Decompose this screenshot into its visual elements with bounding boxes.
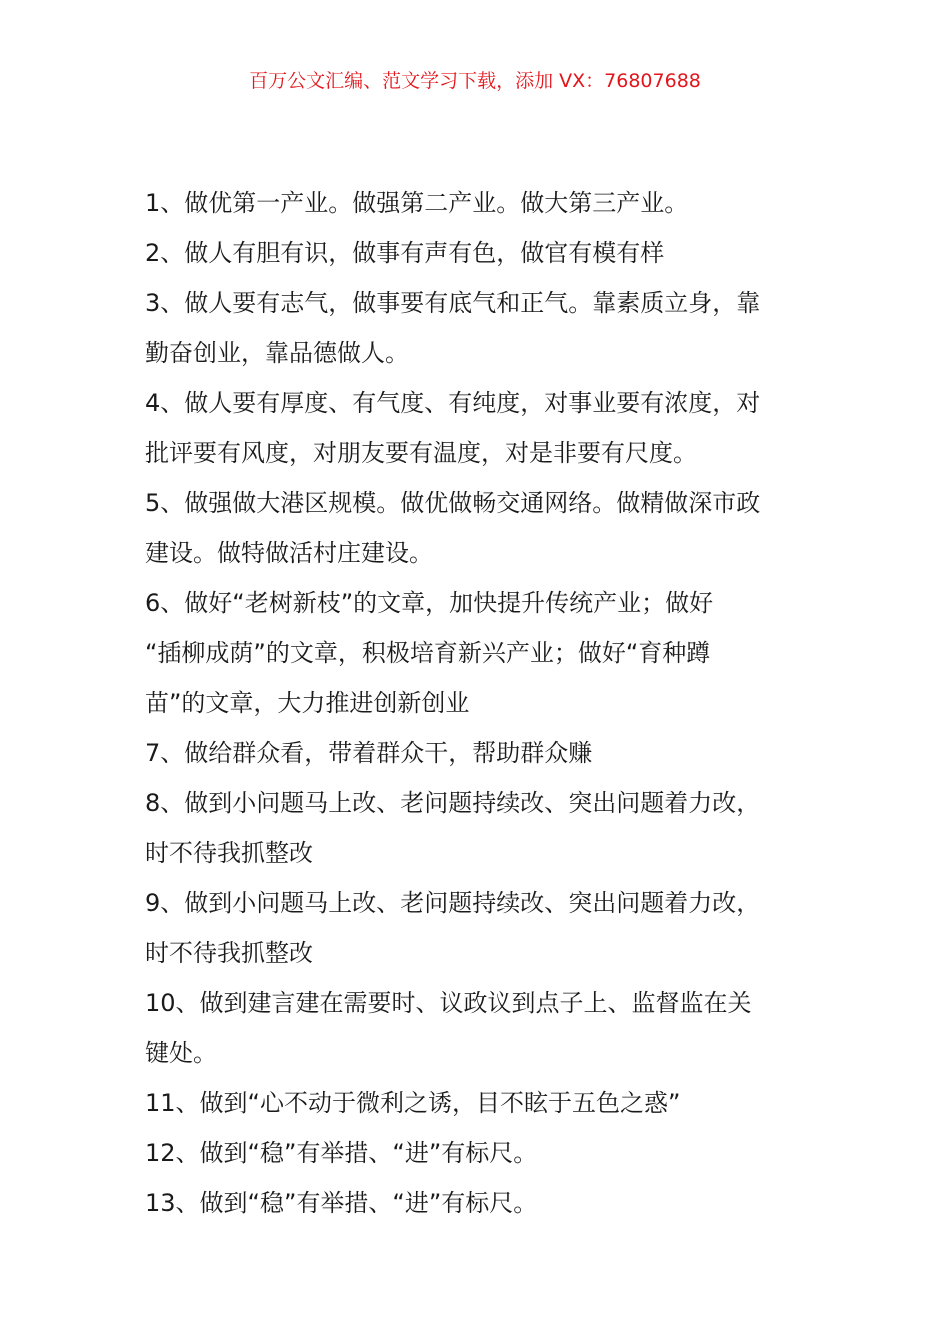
- list-item-13: [145, 1178, 813, 1228]
- list-item-9: [145, 878, 813, 978]
- list-item-1: [145, 178, 813, 228]
- list-item-5: [145, 478, 813, 578]
- list-item-line: 5、做强做大港区规模。做优做畅交通网络。做精做深市政: [145, 489, 761, 517]
- list-item-3: [145, 278, 813, 378]
- list-item-line: 8、做到小问题马上改、老问题持续改、突出问题着力改，: [145, 789, 761, 817]
- list-item-line: 时不待我抓整改: [145, 939, 313, 967]
- list-item-10: [145, 978, 813, 1078]
- list-item-line: 1、做优第一产业。做强第二产业。做大第三产业。: [145, 189, 689, 217]
- list-item-line: 10、做到建言建在需要时、议政议到点子上、监督监在关: [145, 989, 752, 1017]
- list-item-7: [145, 728, 813, 778]
- list-item-4: [145, 378, 813, 478]
- list-item-line: 4、做人要有厚度、有气度、有纯度，对事业要有浓度，对: [145, 389, 761, 417]
- list-item-line: 6、做好“老树新枝”的文章，加快提升传统产业；做好: [145, 589, 714, 617]
- list-item-6: [145, 578, 813, 728]
- list-item-line: 建设。做特做活村庄建设。: [145, 539, 433, 567]
- list-item-line: “插柳成荫”的文章，积极培育新兴产业；做好“育种蹲: [145, 639, 711, 667]
- list-item-line: 12、做到“稳”有举措、“进”有标尺。: [145, 1139, 538, 1167]
- document-body: [145, 178, 813, 1228]
- list-item-line: 9、做到小问题马上改、老问题持续改、突出问题着力改，: [145, 889, 761, 917]
- list-item-line: 苗”的文章，大力推进创新创业: [145, 689, 470, 717]
- list-item-line: 13、做到“稳”有举措、“进”有标尺。: [145, 1189, 538, 1217]
- list-item-line: 3、做人要有志气，做事要有底气和正气。靠素质立身，靠: [145, 289, 761, 317]
- list-item-11: [145, 1078, 813, 1128]
- list-item-line: 键处。: [145, 1039, 217, 1067]
- list-item-line: 11、做到“心不动于微利之诱，目不眩于五色之惑”: [145, 1089, 681, 1117]
- list-item-line: 2、做人有胆有识，做事有声有色，做官有模有样: [145, 239, 665, 267]
- list-item-line: 批评要有风度，对朋友要有温度，对是非要有尺度。: [145, 439, 697, 467]
- list-item-line: 时不待我抓整改: [145, 839, 313, 867]
- header-banner: 百万公文汇编、范文学习下载，添加 VX：76807688: [249, 70, 701, 92]
- list-item-12: [145, 1128, 813, 1178]
- list-item-line: 7、做给群众看，带着群众干，帮助群众赚: [145, 739, 593, 767]
- list-item-8: [145, 778, 813, 878]
- list-item-2: [145, 228, 813, 278]
- list-item-line: 勤奋创业，靠品德做人。: [145, 339, 409, 367]
